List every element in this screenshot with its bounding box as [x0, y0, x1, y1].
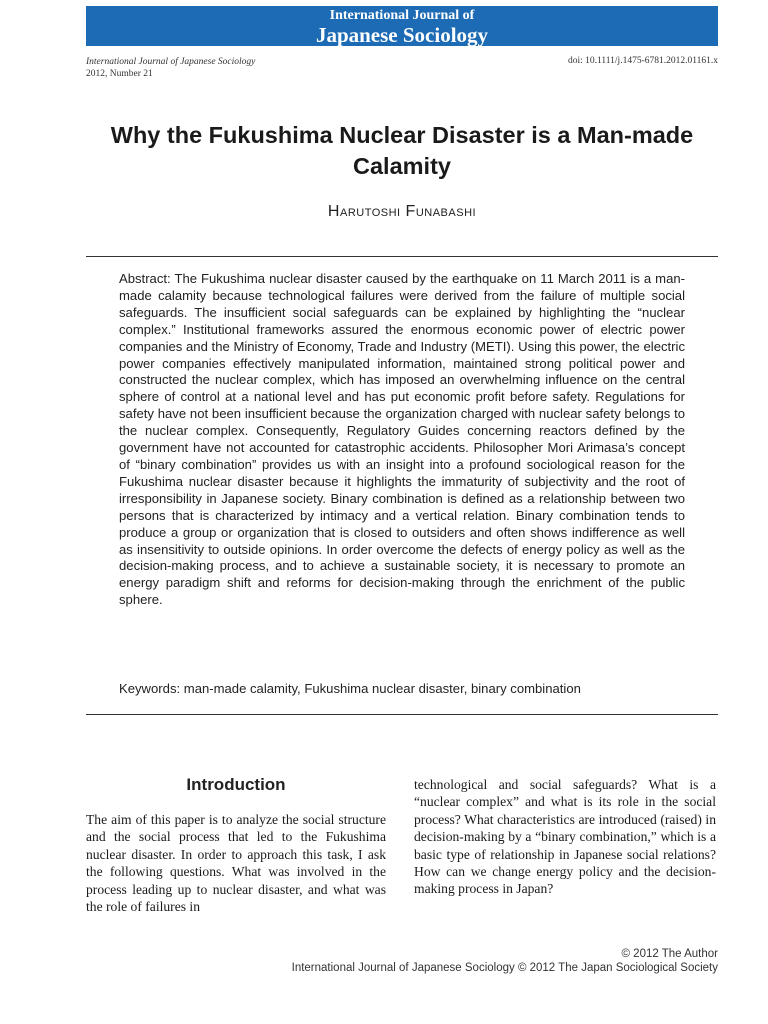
keywords — [119, 680, 699, 697]
copyright-line2: International Journal of Japanese Sociology © 2012 The Japan Sociological Society — [291, 962, 718, 974]
section-heading-introduction: Introduction — [186, 775, 286, 794]
abstract-top-rule — [86, 256, 718, 257]
journal-name: International Journal of Japanese Sociology — [86, 57, 256, 67]
journal-banner-line2: Japanese Sociology — [315, 23, 489, 47]
journal-banner-line1: International Journal of — [329, 8, 475, 23]
copyright-line1: © 2012 The Author — [621, 948, 718, 960]
journal-banner — [86, 6, 718, 46]
doi: doi: 10.1111/j.1475-6781.2012.01161.x — [567, 56, 718, 66]
keywords-label: Keywords: — [119, 681, 181, 696]
intro-column-left: The aim of this paper is to analyze the social structure and the social process that led to the Fukushima nuclear disaster. In order to approach this task, I ask the following questions. What was involved in the process leading up to nuclear disaster, and what was the role of failures in — [86, 812, 386, 915]
intro-column-right: technological and social safeguards? What is a “nuclear complex” and what is its role in the social process? What characteristics are introduced (raised) in decision-making by a “binary combination,” which is a basic type of relationship in Japanese social relations? How can we change energy policy and the decision-making process in Japan? — [414, 777, 716, 897]
abstract-bottom-rule — [86, 714, 718, 715]
author-name: Harutoshi Funabashi — [327, 203, 477, 220]
abstract-label: Abstract: — [119, 271, 171, 286]
paper-title: Why the Fukushima Nuclear Disaster is a Man-made Calamity — [110, 122, 694, 179]
journal-meta — [86, 56, 255, 80]
abstract-text: The Fukushima nuclear disaster caused by the earthquake on 11 March 2011 is a man-made calamity because technological failures were derived from the failure of multiple social safeguards. The insufficient social safeguards can be explained by highlighting the “nuclear complex.” Institutional frameworks assured the enormous economic power of electric power companies and the Ministry of Economy, Trade and Industry (METI). Using this power, the electric power companies effectively manipulated information, maintained strong political power and constructed the nuclear complex, which has imposed an overwhelming influence on the central sphere of control at a national level and has put economic profit before safety. Regulations for safety have not been insufficient because the organization charged with nuclear safety belongs to the nuclear complex. Consequently, Regulatory Guides concerning reactors defined by the government have not accounted for catastrophic accidents. Philosopher Mori Arimasa’s concept of “binary combination” provides us with an insight into a profound sociological reason for the Fukushima nuclear disaster because it highlights the immaturity of subjectivity and the root of irresponsibility in Japanese society. Binary combination is defined as a relationship between two persons that is characterized by intimacy and a vertical relation. Binary combination tends to produce a group or organization that is closed to outsiders and often shows indifference as well as insensitivity to outside opinions. In order overcome the defects of energy policy as well as the decision-making process, and to achieve a sustainable society, it is necessary to promote an energy paradigm shift and reforms for decision-making through the enrichment of the public sphere. — [119, 271, 685, 608]
keywords-text: man-made calamity, Fukushima nuclear disaster, binary combination — [183, 681, 581, 696]
abstract — [119, 271, 685, 609]
journal-issue: 2012, Number 21 — [86, 69, 153, 79]
copyright-footer — [292, 947, 718, 975]
